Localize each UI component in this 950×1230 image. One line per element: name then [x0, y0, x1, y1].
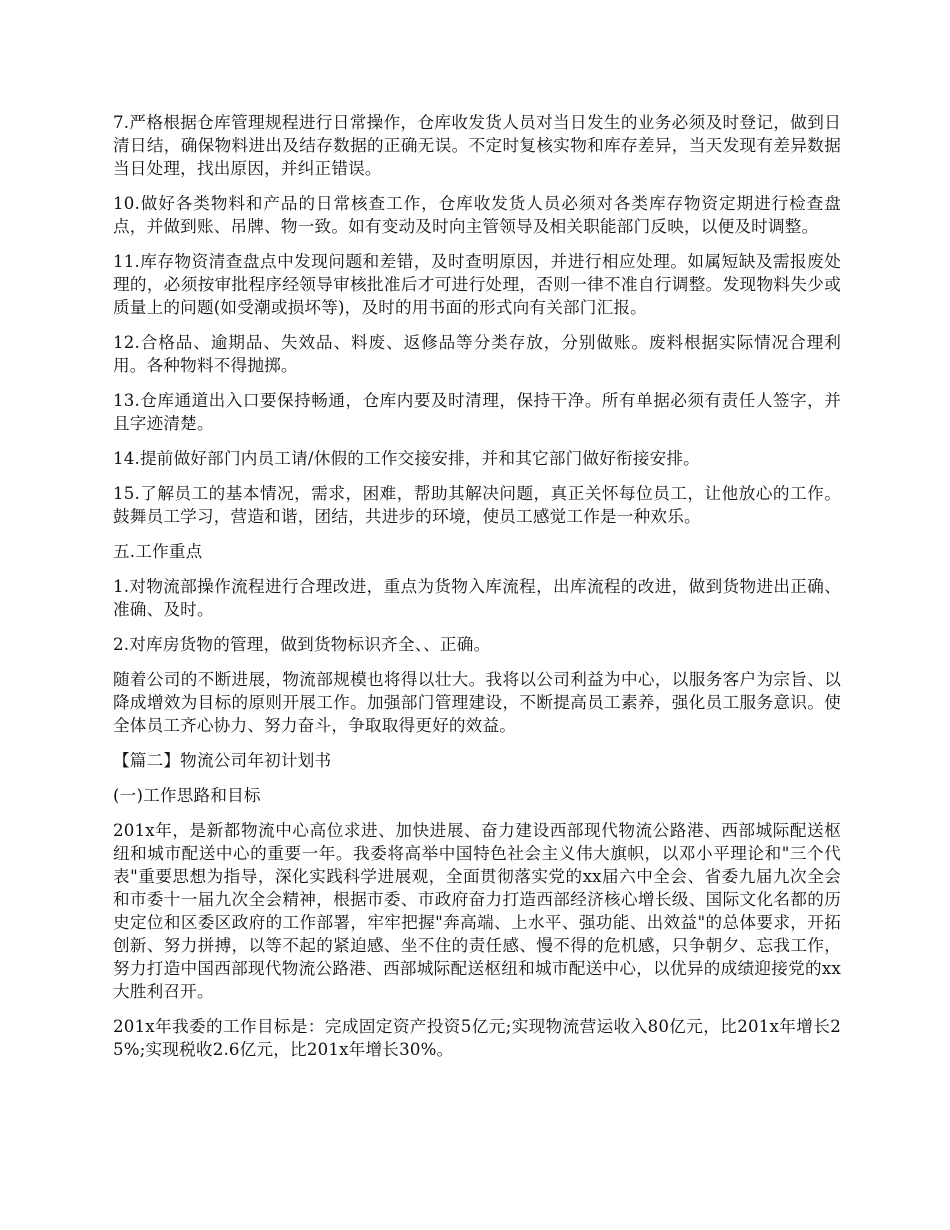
- subsection-heading-ideas-goals: (一)工作思路和目标: [113, 786, 261, 805]
- paragraph-year-targets: 201x年我委的工作目标是：完成固定资产投资5亿元;实现物流营运收入80亿元，比201x年增长25%;实现税收2.6亿元，比201x年增长30%。: [113, 1017, 841, 1059]
- section-heading-work-focus: 五.工作重点: [113, 542, 203, 561]
- paragraph-item-11: 11.库存物资清查盘点中发现问题和差错，及时查明原因，并进行相应处理。如属短缺及需报废处理的，必须按审批程序经领导审核批准后才可进行处理，否则一律不准自行调整。发现物料失少或质量上的问题(如受潮或损坏等)，及时的用书面的形式向有关部门汇报。: [113, 252, 841, 317]
- document-body: [113, 111, 841, 1073]
- paragraph-item-14: 14.提前做好部门内员工请/休假的工作交接安排，并和其它部门做好衔接安排。: [113, 449, 700, 468]
- paragraph-item-10: 10.做好各类物料和产品的日常核查工作，仓库收发货人员必须对各类库存物资定期进行检查盘点，并做到账、吊牌、物一致。如有变动及时向主管领导及相关职能部门反映，以便及时调整。: [113, 194, 841, 236]
- paragraph-item-7: 7.严格根据仓库管理规程进行日常操作，仓库收发货人员对当日发生的业务必须及时登记，做到日清日结，确保物料进出及结存数据的正确无误。不定时复核实物和库存差异，当天发现有差异数据当日处理，找出原因，并纠正错误。: [113, 113, 841, 178]
- paragraph-item-13: 13.仓库通道出入口要保持畅通，仓库内要及时清理，保持干净。所有单据必须有责任人签字，并且字迹清楚。: [113, 391, 841, 433]
- paragraph-focus-2: 2.对库房货物的管理，做到货物标识齐全、、正确。: [113, 635, 491, 654]
- paragraph-item-15: 15.了解员工的基本情况，需求，困难，帮助其解决问题，真正关怀每位员工，让他放心的工作。鼓舞员工学习，营造和谐，团结，共进步的环境，使员工感觉工作是一种欢乐。: [113, 484, 841, 526]
- paragraph-focus-1: 1.对物流部操作流程进行合理改进，重点为货物入库流程，出库流程的改进，做到货物进出正确、准确、及时。: [113, 577, 841, 619]
- paragraph-item-12: 12.合格品、逾期品、失效品、料废、返修品等分类存放，分别做账。废料根据实际情况合理利用。各种物料不得抛掷。: [113, 333, 841, 375]
- paragraph-year-overview: 201x年，是新都物流中心高位求进、加快进展、奋力建设西部现代物流公路港、西部城际配送枢纽和城市配送中心的重要一年。我委将高举中国特色社会主义伟大旗帜，以邓小平理论和"三个代表"重要思想为指导，深化实践科学进展观，全面贯彻落实党的xx届六中全会、省委九届九次全会和市委十一届九次全会精神，根据市委、市政府奋力打造西部经济核心增长级、国际文化名都的历史定位和区委区政府的工作部署，牢牢把握"奔高端、上水平、强功能、出效益"的总体要求，开拓创新、努力拼搏，以等不起的紧迫感、坐不住的责任感、慢不得的危机感，只争朝夕、忘我工作，努力打造中国西部现代物流公路港、西部城际配送枢纽和城市配送中心，以优异的成绩迎接党的xx大胜利召开。: [113, 821, 841, 1001]
- section-heading-part-two: 【篇二】物流公司年初计划书: [113, 751, 332, 770]
- paragraph-summary: 随着公司的不断进展，物流部规模也将得以壮大。我将以公司利益为中心，以服务客户为宗旨、以降成增效为目标的原则开展工作。加强部门管理建设，不断提高员工素养，强化员工服务意识。使全体员工齐心协力、努力奋斗，争取取得更好的效益。: [113, 670, 841, 735]
